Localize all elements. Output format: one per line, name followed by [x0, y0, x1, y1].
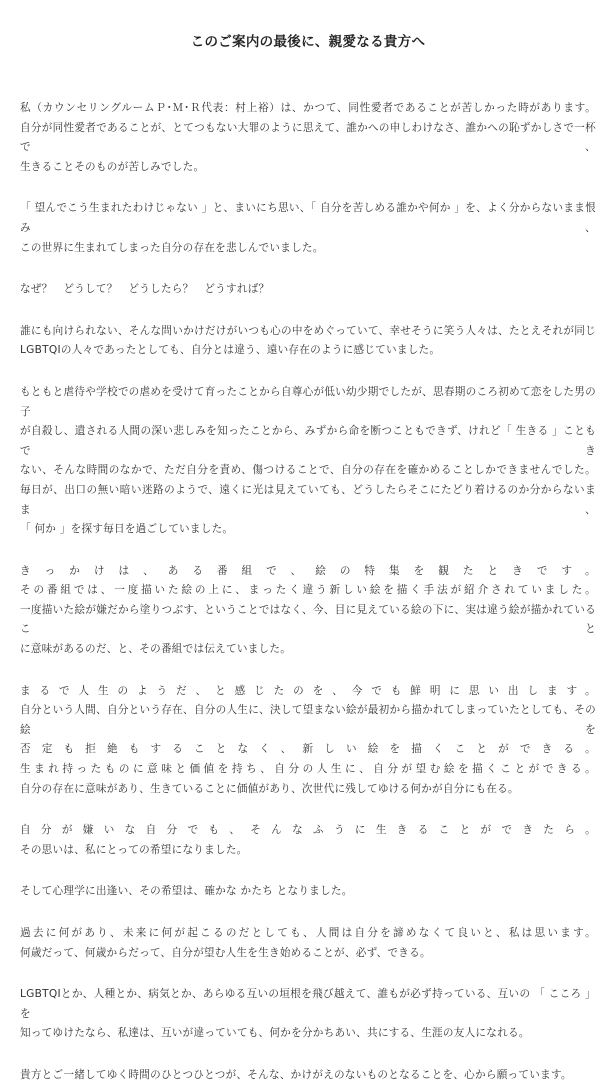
message-line: 自分の存在に意味があり、生きていることに価値があり、次世代に残してゆける何かが自分にも在る。	[20, 782, 519, 795]
message-line: 「 望んでこう生まれたわけじゃない 」と、まいにち思い、「 自分を苦しめる誰かや何か 」を、よく分からないまま恨み、	[20, 202, 596, 234]
message-line: が自殺し、遺される人間の深い悲しみを知ったことから、みずから命を断つこともできず、けれど「 生きる 」こともでき	[20, 425, 596, 457]
message-line: 否定も拒絶もすることなく、新しい絵を描くことができる。	[20, 743, 596, 756]
message-paragraph	[20, 562, 596, 660]
message-line: 貴方とご一緒してゆく時間のひとつひとつが、そんな、かけがえのないものとなることを、心から願っています。	[20, 1068, 572, 1081]
message-paragraph	[20, 199, 596, 258]
message-line: 自分という人間、自分という存在、自分の人生に、決して望まない絵が最初から描かれてしまっていたとしても、その絵を	[20, 704, 596, 736]
message-line: 知ってゆけたなら、私達は、互いが違っていても、何かを分かちあい、共にする、生涯の友人になれる。	[20, 1027, 530, 1040]
message-line: 過去に何があり、未来に何が起こるのだとしても、人間は自分を諦めなくて良いと、私は思います。	[20, 927, 596, 939]
message-line: もともと虐待や学校での虐めを受けて育ったことから自尊心が低い幼少期でしたが、思春期のころ初めて恋をした男の子	[20, 385, 596, 418]
message-paragraph	[20, 821, 596, 860]
message-paragraph	[20, 682, 596, 800]
message-line: 生まれ持ったものに意味と価値を持ち、自分の人生に、自分が望む絵を描くことができる。	[20, 763, 596, 776]
page-title: このご案内の最後に、親愛なる貴方へ	[190, 34, 426, 50]
message-line: なぜ？ どうして？ どうしたら？ どうすれば？	[20, 283, 270, 296]
message-line: LGBTQIの人々であったとしても、自分とは違う、遠い存在のように感じていました。	[20, 344, 441, 357]
message-paragraph	[20, 383, 596, 540]
message-line: LGBTQIとか、人種とか、病気とか、あらゆる互いの垣根を飛び越えて、誰もが必ず持っている、互いの 「 こころ 」 を	[20, 988, 596, 1020]
message-line: きっかけは、ある番組で、絵の特集を観たときです。	[20, 564, 596, 577]
message-line: 生きることそのものが苦しみでした。	[20, 160, 205, 173]
message-line: 毎日が、出口の無い暗い迷路のようで、遠くに光は見えていても、どうしたらそこにたどり着けるのか分からないまま、	[20, 483, 596, 516]
message-line: まるで人生のようだ、と感じたのを、今でも鮮明に思い出します。	[20, 684, 596, 697]
message-line: その思いは、私にとっての希望になりました。	[20, 843, 248, 856]
message-line: 私（カウンセリングルームＰ･Ｍ･Ｒ代表：村上裕）は、かつて、同性愛者であることが苦しかった時があります。	[20, 102, 596, 114]
message-line: ない、そんな時間のなかで、ただ自分を責め、傷つけることで、自分の存在を確かめることしかできませんでした。	[20, 464, 596, 477]
message-paragraph	[20, 280, 596, 300]
message-line: 誰にも向けられない、そんな問いかけだけがいつも心の中をめぐっていて、幸せそうに笑う人々は、たとえそれが同じ	[20, 324, 596, 337]
message-line: その番組では、一度描いた絵の上に、まったく違う新しい絵を描く手法が紹介されていました。	[20, 584, 596, 597]
message-line: 一度描いた絵が嫌だから塗りつぶす、ということではなく、今、目に見えている絵の下に、実は違う絵が描かれていること	[20, 603, 596, 636]
message-paragraph	[20, 985, 596, 1044]
message-line: 自分が嫌いな自分でも、そんなふうに生きることができたら。	[20, 824, 596, 837]
message-line: に意味があるのだ、と、その番組では伝えていました。	[20, 643, 292, 656]
message-paragraph	[20, 882, 596, 902]
message-line: 自分が同性愛者であることが、とてつもない大罪のように思えて、誰かへの申しわけなさ、誰かへの恥ずかしさで一杯で、	[20, 121, 596, 154]
message-line: そして心理学に出逢い、その希望は、確かな かたち となりました。	[20, 885, 353, 898]
message-paragraph	[20, 924, 596, 963]
message-paragraph	[20, 322, 596, 361]
message-paragraph	[20, 99, 596, 177]
message-line: 何歳だって、何歳からだって、自分が望む人生を生き始めることが、必ず、できる。	[20, 946, 431, 959]
message-body	[20, 99, 596, 1086]
message-line: 「 何か 」を探す毎日を過ごしていました。	[20, 523, 234, 536]
message-paragraph	[20, 1066, 596, 1086]
message-line: この世界に生まれてしまった自分の存在を悲しんでいました。	[20, 241, 324, 254]
